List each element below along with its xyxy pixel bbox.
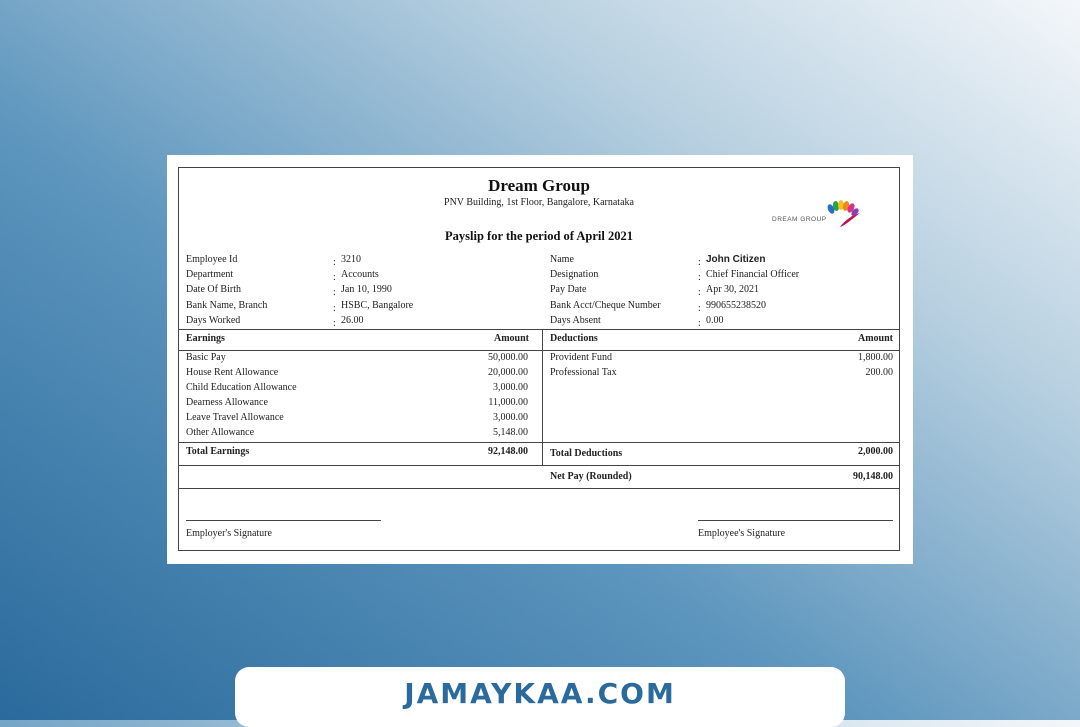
- site-footer-banner: [235, 667, 845, 727]
- site-name[interactable]: JAMAYKAA.COM: [404, 677, 676, 710]
- table-bottom-rule: [179, 465, 899, 466]
- table-top-rule: [179, 329, 899, 330]
- table-total-rule: [179, 442, 899, 443]
- earning-item-amount: 20,000.00: [488, 367, 528, 378]
- earning-item-amount: 11,000.00: [488, 397, 528, 408]
- info-row-bank-name: [186, 298, 526, 313]
- earning-item-label: Other Allowance: [186, 427, 255, 438]
- info-row-date-of-birth: [186, 282, 526, 297]
- info-colon: :: [698, 302, 701, 314]
- info-value: 990655238520: [706, 299, 766, 311]
- info-value-employee-name: John Citizen: [706, 254, 766, 265]
- info-colon: :: [698, 317, 701, 329]
- info-value: Apr 30, 2021: [706, 284, 760, 296]
- info-colon: :: [333, 287, 336, 299]
- earning-item-label: Dearness Allowance: [186, 397, 268, 408]
- earning-item-amount: 3,000.00: [493, 412, 528, 423]
- info-row-pay-date: [550, 282, 895, 297]
- info-row-name: [550, 252, 895, 267]
- total-deductions-value: 2,000.00: [858, 446, 893, 457]
- employer-signature-line: [186, 520, 381, 521]
- info-value: Jan 10, 1990: [341, 284, 392, 296]
- earning-item-amount: 3,000.00: [493, 382, 528, 393]
- info-label: Name: [550, 254, 574, 265]
- earning-item-amount: 50,000.00: [488, 352, 528, 363]
- employee-signature-label: Employee's Signature: [698, 528, 786, 539]
- payslip-period-title: Payslip for the period of April 2021: [445, 229, 633, 243]
- info-label: Days Absent: [550, 314, 601, 326]
- payslip-frame: [178, 167, 900, 551]
- info-label: Date Of Birth: [186, 284, 241, 296]
- info-colon: :: [698, 287, 701, 299]
- info-colon: :: [333, 302, 336, 314]
- earning-item-label: Leave Travel Allowance: [186, 412, 284, 423]
- earning-item-amount: 5,148.00: [493, 427, 528, 438]
- employee-info-left: [186, 252, 526, 328]
- company-name: Dream Group: [488, 176, 590, 195]
- info-colon: :: [698, 257, 701, 268]
- info-value: 0.00: [706, 314, 724, 326]
- info-colon: :: [333, 272, 336, 284]
- employee-signature-line: [698, 520, 893, 521]
- company-address: PNV Building, 1st Floor, Bangalore, Karnataka: [444, 197, 634, 208]
- info-row-days-absent: [550, 313, 895, 328]
- info-colon: :: [333, 257, 336, 268]
- logo-text: DREAM GROUP: [772, 216, 827, 223]
- earnings-deductions-table: [179, 329, 899, 466]
- employer-signature-label: Employer's Signature: [186, 528, 272, 539]
- earning-item-label: Child Education Allowance: [186, 382, 297, 393]
- deductions-amount-header: Amount: [857, 333, 893, 344]
- info-value: HSBC, Bangalore: [341, 299, 414, 311]
- net-pay-label: Net Pay (Rounded): [550, 471, 632, 482]
- info-label: Pay Date: [550, 284, 587, 296]
- total-deductions-label: Total Deductions: [550, 448, 623, 459]
- deduction-item-amount: 200.00: [865, 367, 893, 378]
- info-value: 3210: [341, 254, 361, 265]
- earning-item-label: House Rent Allowance: [186, 367, 279, 378]
- info-row-days-worked: [186, 313, 526, 328]
- total-earnings-value: 92,148.00: [488, 446, 528, 457]
- info-label: Employee Id: [186, 254, 238, 265]
- info-value: Accounts: [341, 269, 379, 281]
- deduction-item-label: Provident Fund: [550, 352, 612, 363]
- deductions-header: Deductions: [550, 333, 598, 344]
- payslip-document: [167, 155, 913, 564]
- net-pay-rule: [179, 488, 899, 489]
- net-pay-value: 90,148.00: [853, 471, 893, 482]
- info-label: Designation: [550, 269, 599, 281]
- earnings-header: Earnings: [186, 333, 225, 344]
- info-label: Bank Acct/Cheque Number: [550, 299, 661, 311]
- info-label: Department: [186, 269, 234, 281]
- info-label: Days Worked: [186, 314, 241, 326]
- info-row-designation: [550, 267, 895, 282]
- info-value: Chief Financial Officer: [706, 269, 800, 281]
- info-value: 26.00: [341, 314, 364, 326]
- total-earnings-label: Total Earnings: [186, 446, 250, 457]
- info-colon: :: [333, 317, 336, 329]
- earning-item-label: Basic Pay: [186, 352, 226, 363]
- deduction-item-label: Professional Tax: [550, 367, 617, 378]
- table-column-divider: [542, 329, 543, 466]
- table-header-rule: [179, 350, 899, 351]
- info-label: Bank Name, Branch: [186, 299, 268, 311]
- deduction-item-amount: 1,800.00: [858, 352, 893, 363]
- earnings-amount-header: Amount: [493, 333, 529, 344]
- info-row-department: [186, 267, 526, 282]
- info-row-bank-acct: [550, 298, 895, 313]
- employee-info-right: [550, 252, 895, 328]
- info-row-employee-id: [186, 252, 526, 267]
- info-colon: :: [698, 272, 701, 284]
